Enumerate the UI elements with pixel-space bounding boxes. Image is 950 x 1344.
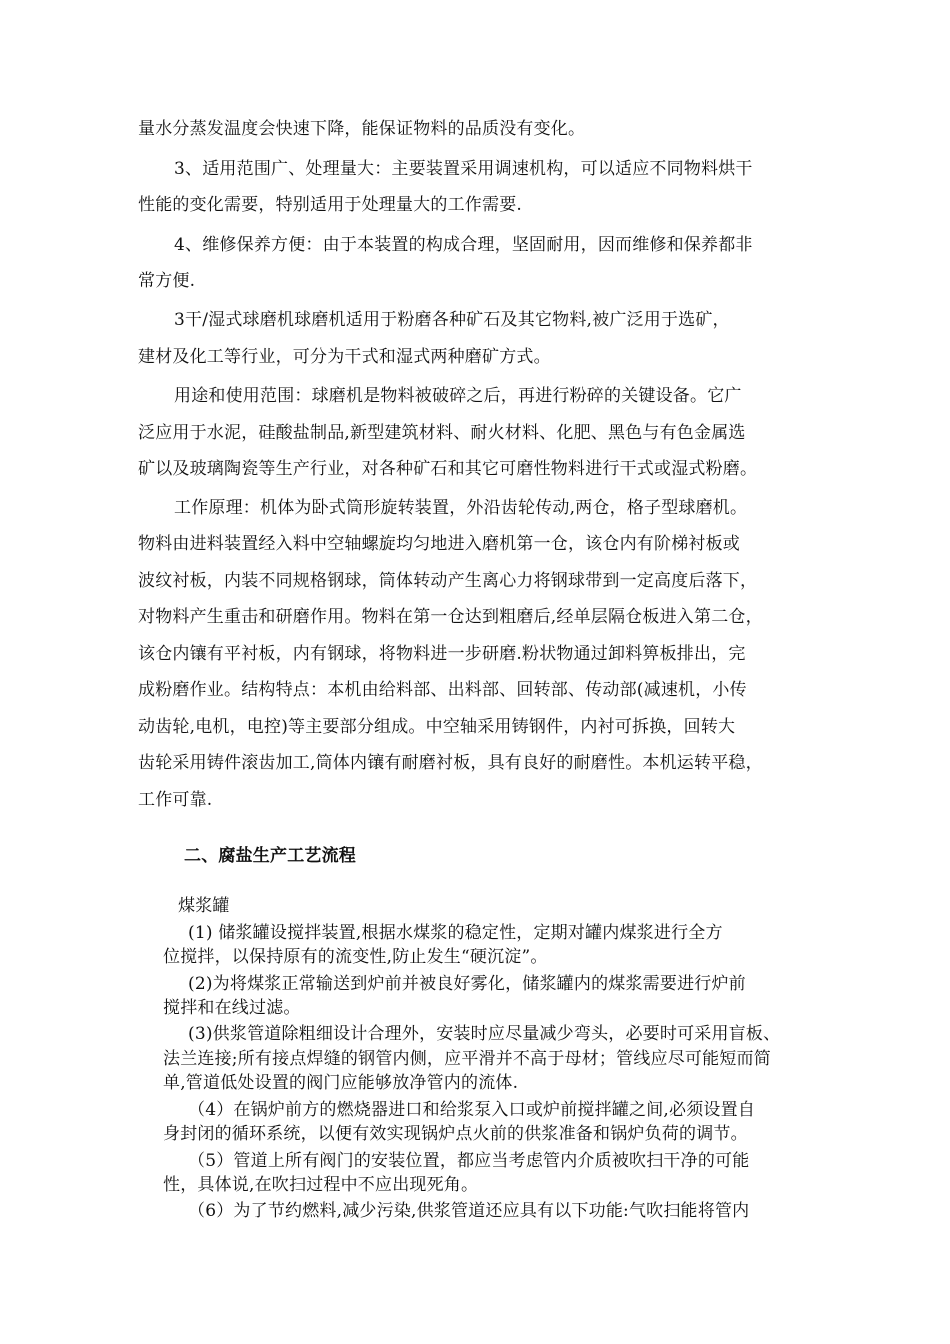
text-line: 用途和使用范围：球磨机是物料被破碎之后，再进行粉碎的关键设备。它广 <box>174 386 742 406</box>
text-line: 成粉磨作业。结构特点：本机由给料部、出料部、回转部、传动部(减速机，小传 <box>138 680 747 700</box>
list-item-line: 搅拌和在线过滤。 <box>163 998 301 1018</box>
list-item-line: (3)供浆管道除粗细设计合理外，安装时应尽量减少弯头，必要时可采用盲板、 <box>188 1024 781 1044</box>
subsection-title: 煤浆罐 <box>178 896 230 916</box>
list-item-line: （6）为了节约燃料,减少污染,供浆管道还应具有以下功能:气吹扫能将管内 <box>188 1201 750 1221</box>
list-item-line: (2)为将煤浆正常输送到炉前并被良好雾化，储浆罐内的煤浆需要进行炉前 <box>188 974 746 994</box>
text-line: 工作原理：机体为卧式筒形旋转装置，外沿齿轮传动,两仓，格子型球磨机。 <box>174 498 748 518</box>
text-line: 波纹衬板，内装不同规格钢球，筒体转动产生离心力将钢球带到一定高度后落下， <box>138 571 758 591</box>
list-item-line: （5）管道上所有阀门的安装位置，都应当考虑管内介质被吹扫干净的可能 <box>188 1151 750 1171</box>
text-line: 物料由进料装置经入料中空轴螺旋均匀地进入磨机第一仓，该仓内有阶梯衬板或 <box>138 534 740 554</box>
text-line: 量水分蒸发温度会快速下降，能保证物料的品质没有变化。 <box>138 119 586 139</box>
text-line: 3、适用范围广、处理量大：主要装置采用调速机构，可以适应不同物料烘干 <box>174 159 753 179</box>
text-line: 3干/湿式球磨机球磨机适用于粉磨各种矿石及其它物料,被广泛用于选矿， <box>174 310 730 330</box>
text-line: 性能的变化需要，特别适用于处理量大的工作需要. <box>138 195 523 215</box>
text-line: 4、维修保养方便：由于本装置的构成合理，坚固耐用，因而维修和保养都非 <box>174 235 753 255</box>
text-line: 该仓内镶有平衬板，内有钢球，将物料进一步研磨.粉状物通过卸料箅板排出，完 <box>138 644 746 664</box>
list-item-line: 法兰连接;所有接点焊缝的钢管内侧，应平滑并不高于母材；管线应尽可能短而简 <box>163 1049 771 1069</box>
text-line: 常方便. <box>138 271 196 291</box>
text-line: 建材及化工等行业，可分为干式和湿式两种磨矿方式。 <box>138 347 551 367</box>
list-item-line: （4）在锅炉前方的燃烧器进口和给浆泵入口或炉前搅拌罐之间,必须设置自 <box>188 1100 756 1120</box>
text-line: 工作可靠. <box>138 790 213 810</box>
list-item-line: (1) 储浆罐设搅拌装置,根据水煤浆的稳定性，定期对罐内煤浆进行全方 <box>188 923 723 943</box>
text-line: 对物料产生重击和研磨作用。物料在第一仓达到粗磨后,经单层隔仓板进入第二仓， <box>138 607 763 627</box>
section-heading: 二、腐盐生产工艺流程 <box>184 846 356 866</box>
list-item-line: 位搅拌，以保持原有的流变性,防止发生“硬沉淀”。 <box>163 947 548 967</box>
text-line: 齿轮采用铸件滚齿加工,筒体内镶有耐磨衬板，具有良好的耐磨性。本机运转平稳， <box>138 753 763 773</box>
text-line: 矿以及玻璃陶瓷等生产行业，对各种矿石和其它可磨性物料进行干式或湿式粉磨。 <box>138 459 758 479</box>
list-item-line: 单,管道低处设置的阀门应能够放净管内的流体. <box>163 1073 519 1093</box>
list-item-line: 性，具体说,在吹扫过程中不应出现死角。 <box>163 1175 479 1195</box>
list-item-line: 身封闭的循环系统，以便有效实现锅炉点火前的供浆准备和锅炉负荷的调节。 <box>163 1124 748 1144</box>
text-line: 动齿轮,电机，电控)等主要部分组成。中空轴采用铸钢件，内衬可拆换，回转大 <box>138 717 736 737</box>
text-line: 泛应用于水泥，硅酸盐制品,新型建筑材料、耐火材料、化肥、黑色与有色金属选 <box>138 423 746 443</box>
